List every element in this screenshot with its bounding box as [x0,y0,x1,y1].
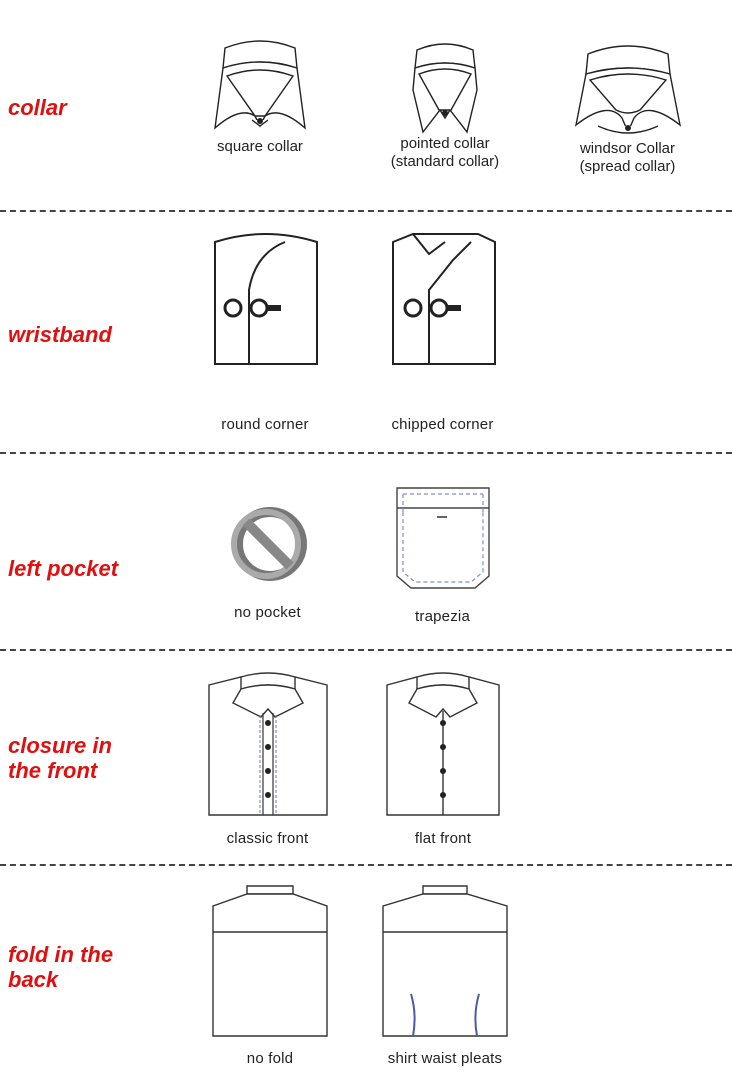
option-pointed-collar[interactable] [375,40,515,171]
caption-no-fold: no fold [246,1050,294,1067]
category-label-collar: collar [8,95,67,120]
windsor-collar-icon [568,40,688,140]
category-label-left-pocket: left pocket [8,556,119,581]
caption-no-pocket: no pocket [234,604,301,621]
option-windsor-collar[interactable] [560,40,695,176]
category-label-fold: fold in the back [8,942,114,992]
pointed-collar-icon [395,40,495,135]
option-flat-front[interactable] [378,665,508,848]
collar-section [0,0,732,210]
option-chipped-corner[interactable] [375,230,510,434]
fold-section [0,866,732,1083]
option-trapezia[interactable] [385,484,500,626]
category-label-closure: closure in the front [8,733,112,783]
option-square-collar[interactable] [195,36,325,156]
no-symbol-icon [226,504,310,584]
caption-trapezia: trapezia [415,608,470,625]
option-waist-pleats[interactable] [370,882,520,1068]
waist-pleats-back-icon [375,882,515,1040]
caption-chipped-corner: chipped corner [391,416,494,433]
caption-round-corner: round corner [221,416,309,433]
closure-section [0,651,732,864]
caption-square-collar: square collar [217,138,303,155]
caption-waist-pleats: shirt waist pleats [387,1050,503,1067]
square-collar-icon [205,36,315,138]
flat-front-shirt-icon [381,665,505,820]
wristband-section [0,212,732,452]
option-no-fold[interactable] [205,882,335,1068]
caption-pointed-collar: pointed collar (standard collar) [390,135,500,170]
caption-windsor-collar: windsor Collar (spread collar) [579,140,676,175]
category-label-wristband: wristband [8,322,112,347]
chipped-corner-cuff-icon [383,230,503,370]
classic-front-shirt-icon [203,665,333,820]
caption-classic-front: classic front [226,830,309,847]
option-round-corner[interactable] [200,230,330,434]
trapezia-pocket-icon [391,484,495,594]
caption-flat-front: flat front [414,830,472,847]
no-fold-back-icon [207,882,333,1040]
option-no-pocket[interactable] [210,504,325,622]
round-corner-cuff-icon [205,230,325,370]
left-pocket-section [0,454,732,649]
option-classic-front[interactable] [200,665,335,848]
